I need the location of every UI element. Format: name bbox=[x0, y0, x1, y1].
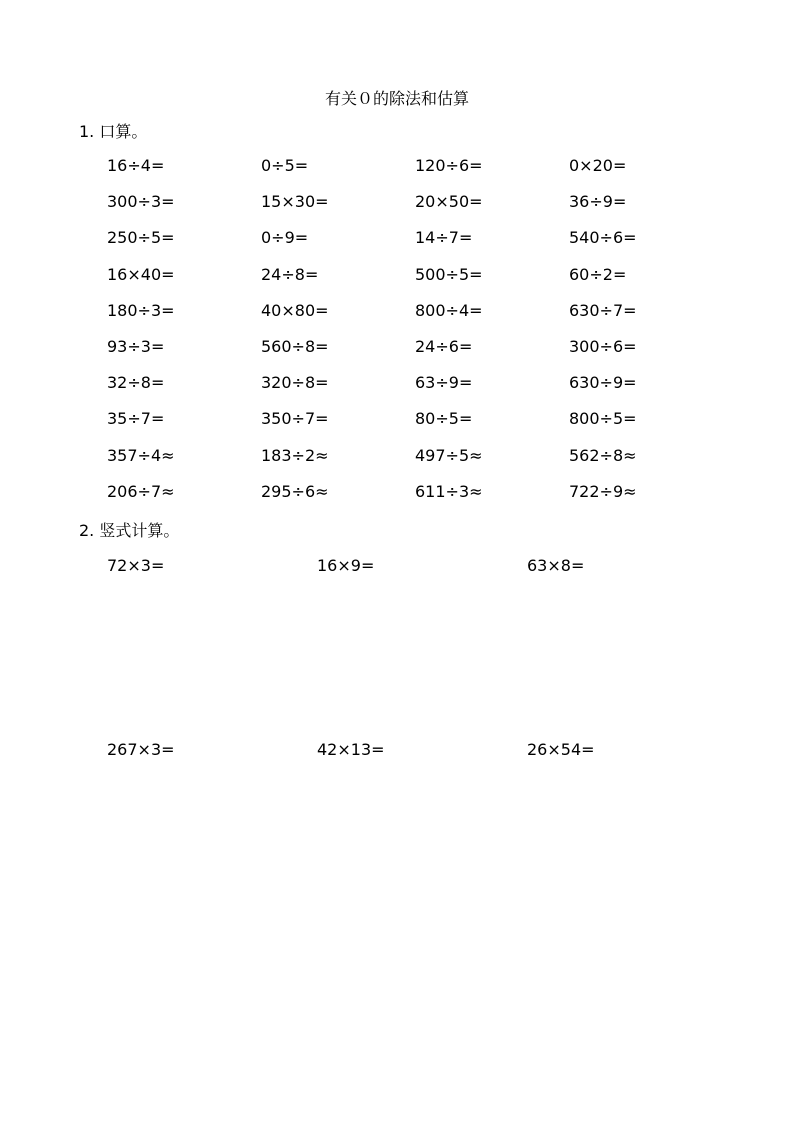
oral-problem: 16×40= bbox=[107, 264, 175, 284]
oral-problem: 350÷7= bbox=[261, 409, 329, 429]
oral-problem: 120÷6= bbox=[415, 156, 483, 175]
oral-problem: 630÷9= bbox=[569, 373, 637, 393]
vertical-problem: 42×13= bbox=[317, 740, 385, 759]
oral-problem: 180÷3= bbox=[107, 300, 175, 320]
oral-problem: 540÷6= bbox=[569, 228, 637, 248]
oral-problem: 24÷8= bbox=[261, 264, 319, 284]
oral-problem: 15×30= bbox=[261, 192, 329, 212]
oral-problem: 300÷6= bbox=[569, 336, 637, 356]
oral-problem: 250÷5= bbox=[107, 228, 175, 248]
oral-problem: 206÷7≈ bbox=[107, 481, 175, 501]
oral-problem: 295÷6≈ bbox=[261, 481, 329, 501]
vertical-problem: 267×3= bbox=[107, 740, 175, 759]
oral-problem-grid bbox=[107, 155, 689, 517]
oral-problem: 0×20= bbox=[569, 156, 627, 175]
oral-problem: 497÷5≈ bbox=[415, 445, 483, 465]
oral-problem: 93÷3= bbox=[107, 336, 165, 356]
oral-problem: 320÷8= bbox=[261, 373, 329, 393]
oral-problem: 32÷8= bbox=[107, 373, 165, 393]
section-heading-oral: 1. 口算。 bbox=[79, 122, 148, 141]
oral-problem: 14÷7= bbox=[415, 228, 473, 248]
oral-problem: 800÷4= bbox=[415, 300, 483, 320]
oral-problem: 722÷9≈ bbox=[569, 481, 637, 501]
vertical-problem: 16×9= bbox=[317, 556, 375, 575]
oral-problem: 0÷9= bbox=[261, 228, 309, 248]
oral-problem: 63÷9= bbox=[415, 373, 473, 393]
page-title: 有关０的除法和估算 bbox=[324, 89, 469, 108]
vertical-problem: 72×3= bbox=[107, 556, 165, 575]
section-heading-vertical: 2. 竖式计算。 bbox=[79, 521, 180, 540]
oral-problem: 80÷5= bbox=[415, 409, 473, 429]
oral-problem: 562÷8≈ bbox=[569, 445, 637, 465]
vertical-problem-grid bbox=[107, 555, 677, 761]
oral-problem: 357÷4≈ bbox=[107, 445, 175, 465]
oral-problem: 24÷6= bbox=[415, 336, 473, 356]
oral-problem: 183÷2≈ bbox=[261, 445, 329, 465]
oral-problem: 500÷5= bbox=[415, 264, 483, 284]
oral-problem: 630÷7= bbox=[569, 300, 637, 320]
oral-problem: 35÷7= bbox=[107, 409, 165, 429]
oral-problem: 560÷8= bbox=[261, 336, 329, 356]
oral-problem: 40×80= bbox=[261, 300, 329, 320]
oral-problem: 0÷5= bbox=[261, 156, 309, 175]
oral-problem: 20×50= bbox=[415, 192, 483, 212]
oral-problem: 36÷9= bbox=[569, 192, 627, 212]
oral-problem: 60÷2= bbox=[569, 264, 627, 284]
vertical-problem: 26×54= bbox=[527, 740, 595, 759]
oral-problem: 300÷3= bbox=[107, 192, 175, 212]
vertical-problem: 63×8= bbox=[527, 556, 585, 575]
oral-problem: 16÷4= bbox=[107, 156, 165, 175]
oral-problem: 800÷5= bbox=[569, 409, 637, 429]
oral-problem: 611÷3≈ bbox=[415, 481, 483, 501]
